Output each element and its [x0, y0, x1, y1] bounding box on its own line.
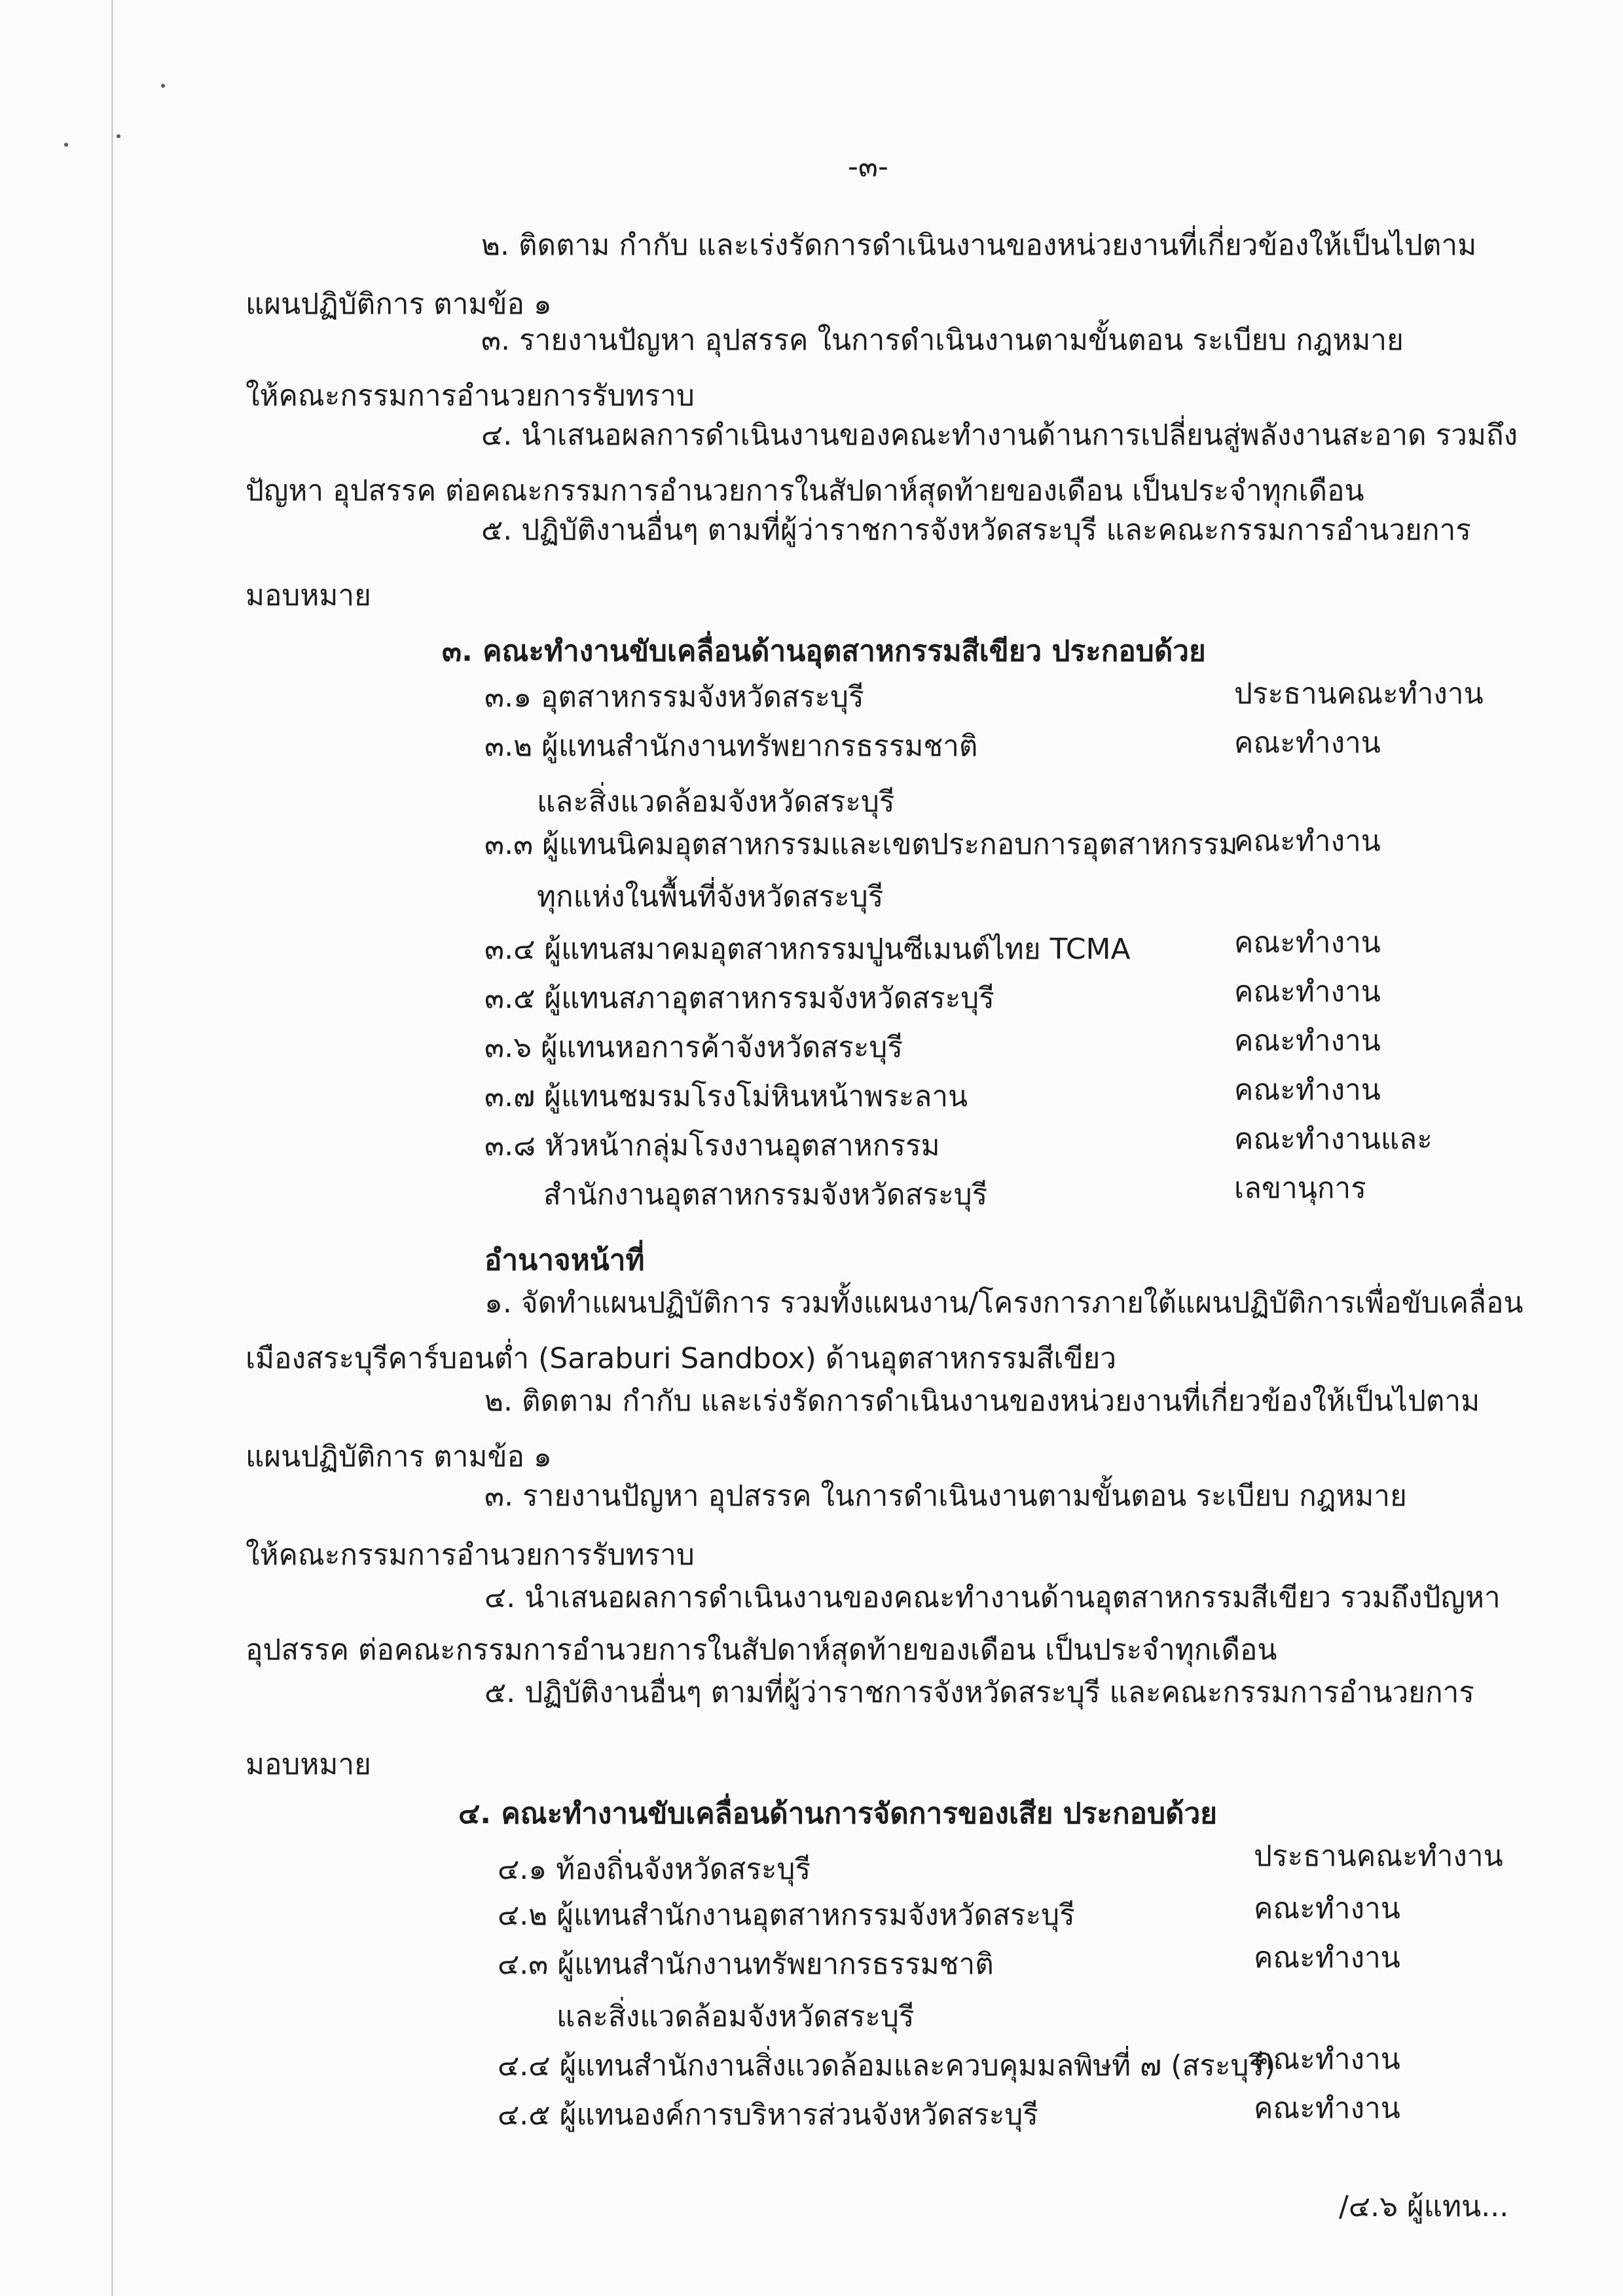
- member-role: ประธานคณะทำงาน: [1254, 1840, 1503, 1873]
- member-name: ๓.๒ ผู้แทนสำนักงานทรัพยากรธรรมชาติ: [484, 730, 978, 763]
- member-role: คณะทำงานและ: [1234, 1122, 1432, 1156]
- duty-line: ๒. ติดตาม กำกับ และเร่งรัดการดำเนินงานของหน่วยงานที่เกี่ยวข้องให้เป็นไปตาม: [481, 229, 1477, 262]
- member-name: ๔.๒ ผู้แทนสำนักงานอุตสาหกรรมจังหวัดสระบุรี: [498, 1898, 1075, 1932]
- member-name: ๓.๘ หัวหน้ากลุ่มโรงงานอุตสาหกรรม: [484, 1129, 940, 1162]
- member-name: ๓.๑ อุตสาหกรรมจังหวัดสระบุรี: [484, 680, 864, 714]
- page-edge-shadow: [111, 0, 113, 2296]
- member-name: ๓.๔ ผู้แทนสมาคมอุตสาหกรรมปูนซีเมนต์ไทย TCMA: [484, 933, 1131, 966]
- member-name: ๓.๓ ผู้แทนนิคมอุตสาหกรรมและเขตประกอบการอุตสาหกรรม: [484, 828, 1238, 861]
- duties-heading: อำนาจหน้าที่: [484, 1244, 645, 1277]
- member-role: คณะทำงาน: [1234, 926, 1381, 959]
- scan-speck: [117, 134, 120, 138]
- duty-line: ๔. นำเสนอผลการดำเนินงานของคณะทำงานด้านการเปลี่ยนสู่พลังงานสะอาด รวมถึง: [481, 418, 1518, 452]
- member-name-cont: และสิ่งแวดล้อมจังหวัดสระบุรี: [556, 2000, 915, 2033]
- duty-line: อุปสรรค ต่อคณะกรรมการอำนวยการในสัปดาห์สุดท้ายของเดือน เป็นประจำทุกเดือน: [246, 1633, 1277, 1667]
- duty-line: ให้คณะกรรมการอำนวยการรับทราบ: [246, 379, 695, 413]
- duty-line: ให้คณะกรรมการอำนวยการรับทราบ: [246, 1538, 695, 1572]
- member-name-cont: สำนักงานอุตสาหกรรมจังหวัดสระบุรี: [543, 1178, 988, 1212]
- duty-line: ๓. รายงานปัญหา อุปสรรค ในการดำเนินงานตามขั้นตอน ระเบียบ กฎหมาย: [484, 1479, 1407, 1513]
- member-role: คณะทำงาน: [1234, 1024, 1381, 1058]
- member-role: คณะทำงาน: [1234, 975, 1381, 1009]
- page-number: -๓-: [848, 150, 888, 183]
- member-name: ๔.๑ ท้องถิ่นจังหวัดสระบุรี: [498, 1853, 811, 1886]
- duty-line: แผนปฏิบัติการ ตามข้อ ๑: [246, 287, 552, 321]
- section-heading: ๓. คณะทำงานขับเคลื่อนด้านอุตสาหกรรมสีเขียว ประกอบด้วย: [442, 635, 1206, 668]
- member-role: ประธานคณะทำงาน: [1234, 677, 1484, 711]
- member-role: คณะทำงาน: [1254, 2092, 1400, 2125]
- member-role: คณะทำงาน: [1234, 726, 1381, 760]
- member-role: คณะทำงาน: [1254, 1941, 1400, 1974]
- duty-line: ๕. ปฏิบัติงานอื่นๆ ตามที่ผู้ว่าราชการจังหวัดสระบุรี และคณะกรรมการอำนวยการ: [484, 1676, 1474, 1709]
- duty-line: เมืองสระบุรีคาร์บอนต่ำ (Saraburi Sandbox) ด้านอุตสาหกรรมสีเขียว: [246, 1342, 1117, 1375]
- duty-line: ๕. ปฏิบัติงานอื่นๆ ตามที่ผู้ว่าราชการจังหวัดสระบุรี และคณะกรรมการอำนวยการ: [481, 513, 1471, 547]
- member-role-cont: เลขานุการ: [1234, 1172, 1366, 1205]
- continuation-note: /๔.๖ ผู้แทน...: [1339, 2190, 1509, 2223]
- scan-speck: [64, 143, 68, 147]
- member-role: คณะทำงาน: [1254, 1892, 1400, 1925]
- member-name: ๔.๕ ผู้แทนองค์การบริหารส่วนจังหวัดสระบุรี: [498, 2098, 1038, 2132]
- member-name: ๔.๓ ผู้แทนสำนักงานทรัพยากรธรรมชาติ: [498, 1948, 994, 1981]
- member-name-cont: และสิ่งแวดล้อมจังหวัดสระบุรี: [537, 785, 895, 819]
- member-name: ๔.๔ ผู้แทนสำนักงานสิ่งแวดล้อมและควบคุมมลพิษที่ ๗ (สระบุรี): [498, 2049, 1276, 2083]
- member-name-cont: ทุกแห่งในพื้นที่จังหวัดสระบุรี: [537, 880, 884, 914]
- member-role: คณะทำงาน: [1234, 1073, 1381, 1107]
- duty-line: ๒. ติดตาม กำกับ และเร่งรัดการดำเนินงานของหน่วยงานที่เกี่ยวข้องให้เป็นไปตาม: [484, 1384, 1480, 1418]
- duty-line: ๔. นำเสนอผลการดำเนินงานของคณะทำงานด้านอุตสาหกรรมสีเขียว รวมถึงปัญหา: [484, 1581, 1501, 1614]
- member-role: คณะทำงาน: [1254, 2043, 1400, 2076]
- member-name: ๓.๕ ผู้แทนสภาอุตสาหกรรมจังหวัดสระบุรี: [484, 982, 994, 1015]
- scan-speck: [161, 84, 165, 88]
- duty-line: ๓. รายงานปัญหา อุปสรรค ในการดำเนินงานตามขั้นตอน ระเบียบ กฎหมาย: [481, 324, 1404, 357]
- duty-line: มอบหมาย: [246, 1748, 371, 1781]
- duty-line: แผนปฏิบัติการ ตามข้อ ๑: [246, 1440, 552, 1473]
- member-role: คณะทำงาน: [1234, 824, 1381, 858]
- member-name: ๓.๗ ผู้แทนชมรมโรงโม่หินหน้าพระลาน: [484, 1080, 968, 1113]
- duty-line: ปัญหา อุปสรรค ต่อคณะกรรมการอำนวยการในสัปดาห์สุดท้ายของเดือน เป็นประจำทุกเดือน: [246, 474, 1364, 508]
- duty-line: มอบหมาย: [246, 579, 371, 612]
- duty-line: ๑. จัดทำแผนปฏิบัติการ รวมทั้งแผนงาน/โครงการภายใต้แผนปฏิบัติการเพื่อขับเคลื่อน: [484, 1286, 1523, 1320]
- member-name: ๓.๖ ผู้แทนหอการค้าจังหวัดสระบุรี: [484, 1031, 903, 1064]
- section-heading: ๔. คณะทำงานขับเคลื่อนด้านการจัดการของเสีย ประกอบด้วย: [458, 1797, 1218, 1830]
